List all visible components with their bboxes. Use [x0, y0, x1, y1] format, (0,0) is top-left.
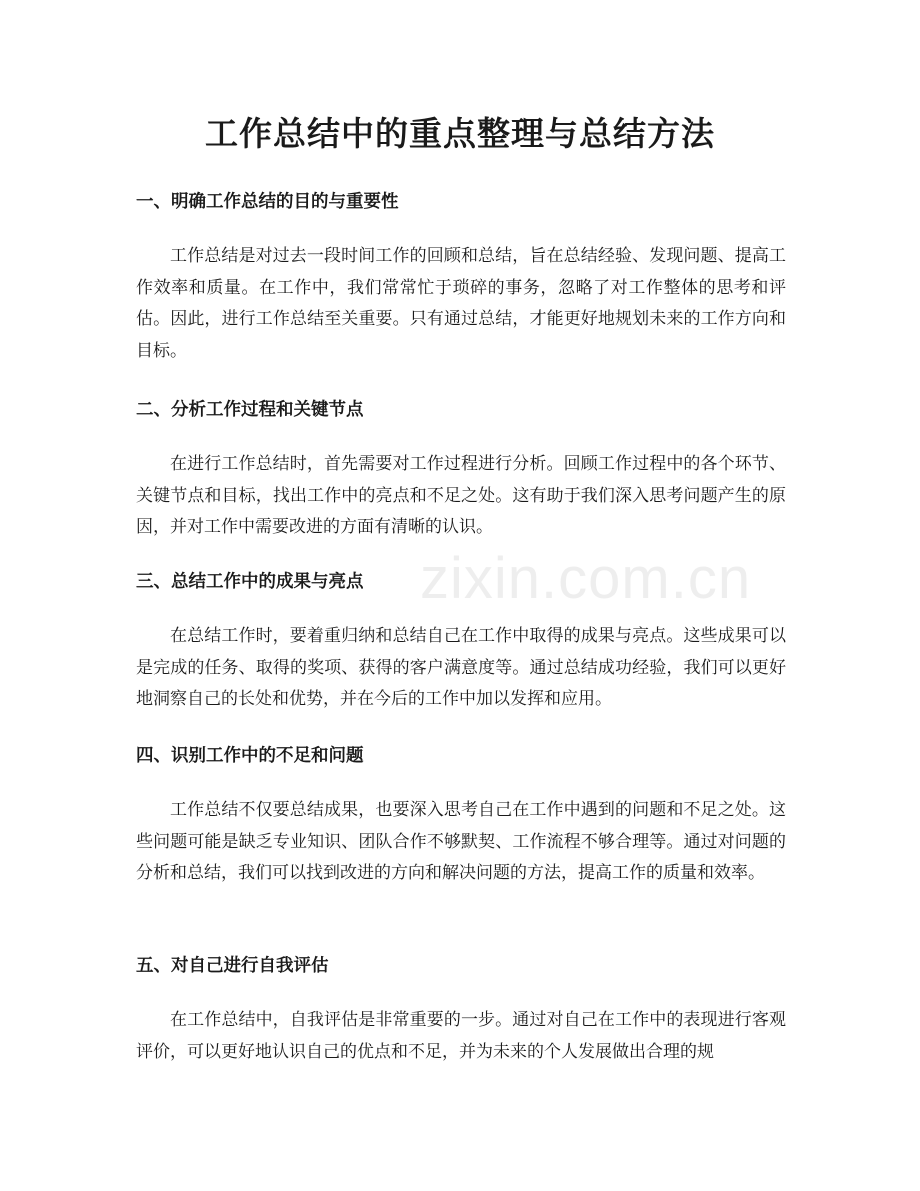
section-paragraph: 工作总结是对过去一段时间工作的回顾和总结，旨在总结经验、发现问题、提高工作效率和质量。在工作中，我们常常忙于琐碎的事务，忽略了对工作整体的思考和评估。因此，进行工作总结至关重要。只有通过总结，才能更好地规划未来的工作方向和目标。	[136, 246, 786, 361]
watermark: zixin.com.cn	[420, 546, 752, 611]
section-heading: 二、分析工作过程和关键节点	[136, 400, 364, 420]
section-heading: 三、总结工作中的成果与亮点	[136, 572, 364, 592]
section-3	[136, 570, 786, 716]
section-paragraph: 在进行工作总结时，首先需要对工作过程进行分析。回顾工作过程中的各个环节、关键节点和目标，找出工作中的亮点和不足之处。这有助于我们深入思考问题产生的原因，并对工作中需要改进的方面有清晰的认识。	[136, 454, 786, 537]
section-heading: 五、对自己进行自我评估	[136, 956, 329, 976]
document-title: 工作总结中的重点整理与总结方法	[205, 114, 715, 153]
section-heading: 一、明确工作总结的目的与重要性	[136, 192, 399, 212]
section-heading: 四、识别工作中的不足和问题	[136, 746, 364, 766]
section-paragraph: 在总结工作时，要着重归纳和总结自己在工作中取得的成果与亮点。这些成果可以是完成的任务、取得的奖项、获得的客户满意度等。通过总结成功经验，我们可以更好地洞察自己的长处和优势，并在今后的工作中加以发挥和应用。	[136, 626, 786, 709]
section-paragraph: 工作总结不仅要总结成果，也要深入思考自己在工作中遇到的问题和不足之处。这些问题可能是缺乏专业知识、团队合作不够默契、工作流程不够合理等。通过对问题的分析和总结，我们可以找到改进的方向和解决问题的方法，提高工作的质量和效率。	[136, 800, 786, 883]
section-2	[136, 398, 786, 544]
section-paragraph: 在工作总结中，自我评估是非常重要的一步。通过对自己在工作中的表现进行客观评价，可以更好地认识自己的优点和不足，并为未来的个人发展做出合理的规	[136, 1010, 786, 1062]
section-1	[136, 190, 786, 367]
section-4	[136, 744, 786, 890]
section-5	[136, 954, 786, 1068]
